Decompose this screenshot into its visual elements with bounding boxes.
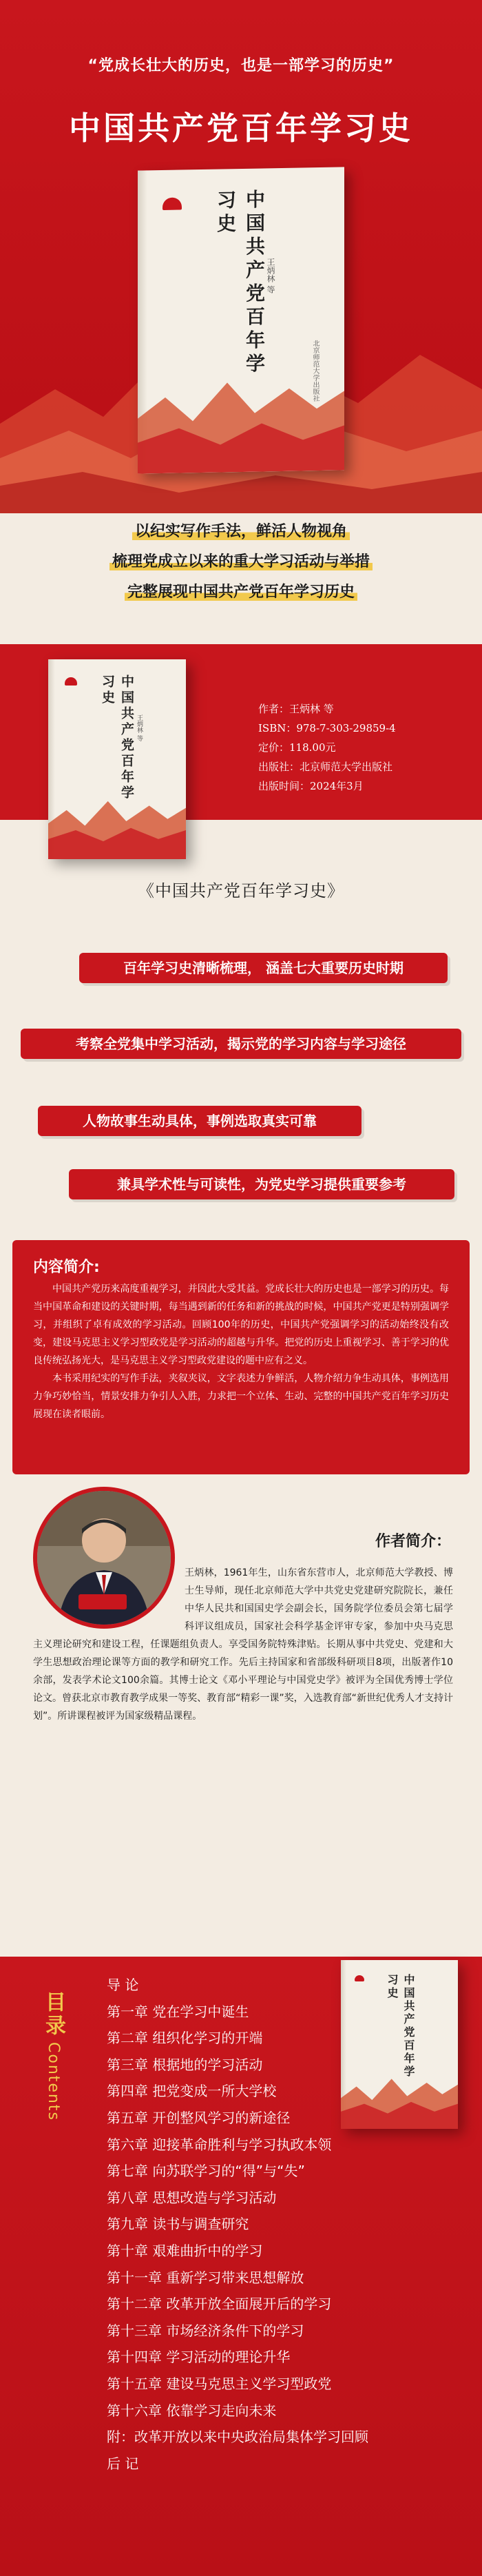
hero-quote: “党成长壮大的历史，也是一部学习的历史” bbox=[87, 57, 395, 74]
feature-item: 人物故事生动具体，事例选取真实可靠 bbox=[38, 1106, 362, 1136]
toc-item: 第十章 艰难曲折中的学习 bbox=[107, 2242, 263, 2259]
toc-item: 导 论 bbox=[107, 1977, 139, 1993]
toc-item: 第五章 开创整风学习的新途径 bbox=[107, 2109, 291, 2126]
cover-mountain-art bbox=[48, 783, 186, 859]
info-isbn: ISBN：978-7-303-29859-4 bbox=[258, 722, 396, 734]
publisher-logo-icon bbox=[163, 198, 182, 210]
toc-item: 第十五章 建设马克思主义学习型政党 bbox=[107, 2375, 332, 2392]
tagline-list bbox=[0, 520, 482, 611]
toc-item: 第十二章 改革开放全面展开后的学习 bbox=[107, 2296, 332, 2313]
summary-heading: 内容简介: bbox=[33, 1259, 100, 1276]
book-cover-large bbox=[138, 167, 344, 473]
book-cover-author: 王炳林 等 bbox=[136, 714, 143, 741]
toc-item: 第十一章 重新学习带来思想解放 bbox=[107, 2269, 304, 2286]
author-heading: 作者简介： bbox=[375, 1533, 451, 1550]
tagline-item: 梳理党成立以来的重大学习活动与举措 bbox=[0, 550, 482, 574]
publisher-logo-icon bbox=[65, 677, 77, 686]
cover-mountain-art bbox=[138, 353, 344, 473]
toc-item: 第三章 根据地的学习活动 bbox=[107, 2056, 263, 2073]
book-cover-small bbox=[48, 659, 186, 859]
book-info-panel bbox=[0, 644, 482, 820]
feature-item: 兼具学术性与可读性，为党史学习提供重要参考 bbox=[69, 1169, 454, 1199]
hero-title: 中国共产党百年学习史 bbox=[69, 110, 413, 147]
toc-item: 第十三章 市场经济条件下的学习 bbox=[107, 2322, 304, 2339]
contents-label-en: Contents bbox=[45, 2041, 62, 2121]
book-cover-publisher: 北京师范大学出版社 bbox=[311, 340, 319, 402]
toc-item: 第二章 组织化学习的开端 bbox=[107, 2030, 263, 2047]
toc-item: 第一章 党在学习中诞生 bbox=[107, 2003, 249, 2020]
summary-paragraph: 中国共产党历来高度重视学习，并因此大受其益。党成长壮大的历史也是一部学习的历史。每当中国革命和建设的关键时期，每当遇到新的任务和新的挑战的时候，中国共产党更是特别强调学习，并组织了卓有成效的学习活动。回顾100年的历史，中国共产党强调学习的活动始终没有改变，建设马克思主义学习型政党是学习活动的超越与升华。把党的历史上重视学习、善于学习的优良传统弘扬光大，是马克思主义学习型政党建设的题中应有之义。 bbox=[33, 1284, 449, 1366]
book-info-list bbox=[258, 699, 396, 796]
hero-banner bbox=[0, 0, 482, 513]
toc-item: 第四章 把党变成一所大学校 bbox=[107, 2083, 277, 2100]
book-cover-title: 中国共产党百年学习史 bbox=[100, 674, 134, 801]
toc-item: 第七章 向苏联学习的“得”与“失” bbox=[107, 2163, 305, 2180]
book-name-heading: 《中国共产党百年学习史》 bbox=[138, 881, 344, 900]
book-cover-author: 王炳林 等 bbox=[266, 258, 275, 294]
tagline-item: 以纪实写作手法，鲜活人物视角 bbox=[0, 520, 482, 544]
info-price: 定价：118.00元 bbox=[258, 741, 336, 754]
contents-label bbox=[38, 1991, 68, 2121]
toc-item: 第六章 迎接革命胜利与学习执政本领 bbox=[107, 2136, 332, 2153]
toc-list bbox=[107, 1972, 368, 2477]
table-of-contents bbox=[0, 1957, 482, 2576]
toc-item: 第九章 读书与调查研究 bbox=[107, 2216, 249, 2233]
toc-item: 后 记 bbox=[107, 2455, 139, 2472]
info-author: 作者：王炳林 等 bbox=[258, 703, 334, 715]
author-bio: 王炳林，1961年生，山东省东营市人，北京师范大学教授、博士生导师，现任北京师范大学中共党史党建研究院院长，兼任中华人民共和国国史学会副会长，国务院学位委员会第七届学科评议组成员，国家社会科学基金评审专家，参加中央马克思主义理论研究和建设工程，任课题组负责人。享受国务院特殊津贴。长期从事中共党史、党建和大学生思想政治理论课等方面的教学和研究工作。先后主持国家和省部级科研项目8项，出版著作10余部，发表学术论文100余篇。其博士论文《邓小平理论与中国党史学》被评为全国优秀博士学位论文。曾获北京市教育教学成果一等奖、教育部“精彩一课”奖，入选教育部“新世纪优秀人才支持计划”。所讲课程被评为国家级精品课程。 bbox=[33, 1567, 453, 1722]
book-cover-title: 中国共产党百年学习史 bbox=[386, 1974, 415, 2079]
toc-item: 附：改革开放以来中央政治局集体学习回顾 bbox=[107, 2429, 368, 2446]
summary-body bbox=[33, 1280, 449, 1423]
summary-paragraph: 本书采用纪实的写作手法，夹叙夹议，文字表述力争鲜活，人物介绍力争生动具体，事例选用力争巧妙恰当，情景安排力争引人入胜，力求把一个立体、生动、完整的中国共产党百年学习历史展现在读者眼前。 bbox=[33, 1373, 449, 1420]
info-publish-date: 出版时间：2024年3月 bbox=[258, 780, 364, 792]
contents-label-zh: 目录 bbox=[41, 1991, 65, 2038]
toc-item: 第八章 思想改造与学习活动 bbox=[107, 2189, 277, 2206]
feature-item: 考察全党集中学习活动，揭示党的学习内容与学习途径 bbox=[21, 1029, 461, 1059]
info-publisher: 出版社：北京师范大学出版社 bbox=[258, 761, 393, 773]
toc-item: 第十四章 学习活动的理论升华 bbox=[107, 2349, 291, 2366]
tagline-item: 完整展现中国共产党百年学习历史 bbox=[0, 581, 482, 604]
feature-item: 百年学习史清晰梳理， 涵盖七大重要历史时期 bbox=[79, 953, 448, 983]
toc-item: 第十六章 依靠学习走向未来 bbox=[107, 2402, 277, 2419]
content-summary bbox=[12, 1240, 470, 1474]
book-cover-title: 中国共产党百年学习史 bbox=[214, 189, 266, 377]
